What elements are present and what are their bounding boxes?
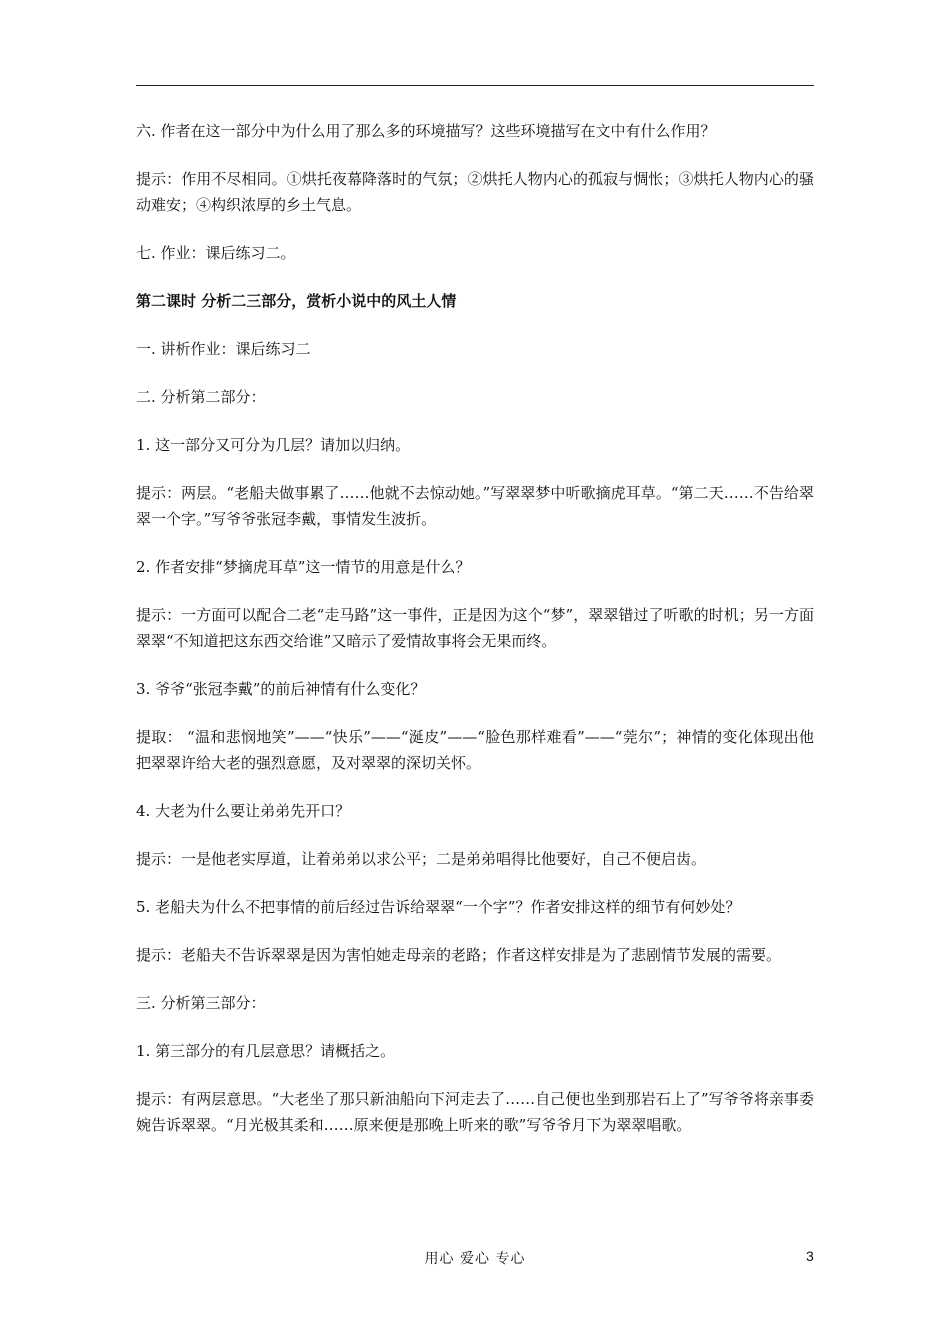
paragraph: 提示：有两层意思。“大老坐了那只新油船向下河走去了……自己便也坐到那岩石上了”写爷爷将亲事委婉告诉翠翠。“月光极其柔和……原来便是那晚上听来的歌”写爷爷月下为翠翠唱歌。	[136, 1090, 814, 1134]
paragraph: 七. 作业：课后练习二。	[136, 244, 296, 262]
paragraph: 二. 分析第二部分：	[136, 388, 266, 406]
paragraph: 5. 老船夫为什么不把事情的前后经过告诉给翠翠“一个字”？作者安排这样的细节有何妙处？	[136, 898, 741, 916]
header-rule	[136, 85, 814, 86]
paragraph: 2. 作者安排“梦摘虎耳草”这一情节的用意是什么？	[136, 558, 471, 576]
paragraph: 提示：两层。“老船夫做事累了……他就不去惊动她。”写翠翠梦中听歌摘虎耳草。“第二天……不告给翠翠一个字。”写爷爷张冠李戴，事情发生波折。	[136, 484, 814, 528]
section-heading: 第二课时 分析二三部分，赏析小说中的风土人情	[136, 292, 457, 310]
paragraph: 六. 作者在这一部分中为什么用了那么多的环境描写？这些环境描写在文中有什么作用？	[136, 122, 716, 140]
paragraph: 一. 讲析作业：课后练习二	[136, 340, 311, 358]
paragraph: 3. 爷爷“张冠李戴”的前后神情有什么变化？	[136, 680, 426, 698]
paragraph: 1. 这一部分又可分为几层？请加以归纳。	[136, 436, 411, 454]
page-number: 3	[806, 1248, 814, 1264]
paragraph: 三. 分析第三部分：	[136, 994, 266, 1012]
paragraph: 提取： “温和悲悯地笑”——“快乐”——“涎皮”——“脸色那样难看”——“莞尔”；神情的变化体现出他把翠翠许给大老的强烈意愿，及对翠翠的深切关怀。	[136, 728, 814, 772]
paragraph: 提示：一是他老实厚道，让着弟弟以求公平；二是弟弟唱得比他要好，自己不便启齿。	[136, 850, 707, 868]
page-footer	[0, 1248, 950, 1270]
document-body	[136, 118, 814, 1160]
paragraph: 提示：一方面可以配合二老“走马路”这一事件，正是因为这个“梦”，翠翠错过了听歌的时机；另一方面翠翠“不知道把这东西交给谁”又暗示了爱情故事将会无果而终。	[136, 606, 814, 650]
paragraph: 1. 第三部分的有几层意思？请概括之。	[136, 1042, 396, 1060]
paragraph: 4. 大老为什么要让弟弟先开口？	[136, 802, 351, 820]
footer-motto: 用心 爱心 专心	[424, 1251, 526, 1267]
paragraph: 提示：老船夫不告诉翠翠是因为害怕她走母亲的老路；作者这样安排是为了悲剧情节发展的需要。	[136, 946, 782, 964]
paragraph: 提示：作用不尽相同。①烘托夜幕降落时的气氛；②烘托人物内心的孤寂与惆怅；③烘托人物内心的骚动难安；④构织浓厚的乡土气息。	[136, 170, 814, 214]
